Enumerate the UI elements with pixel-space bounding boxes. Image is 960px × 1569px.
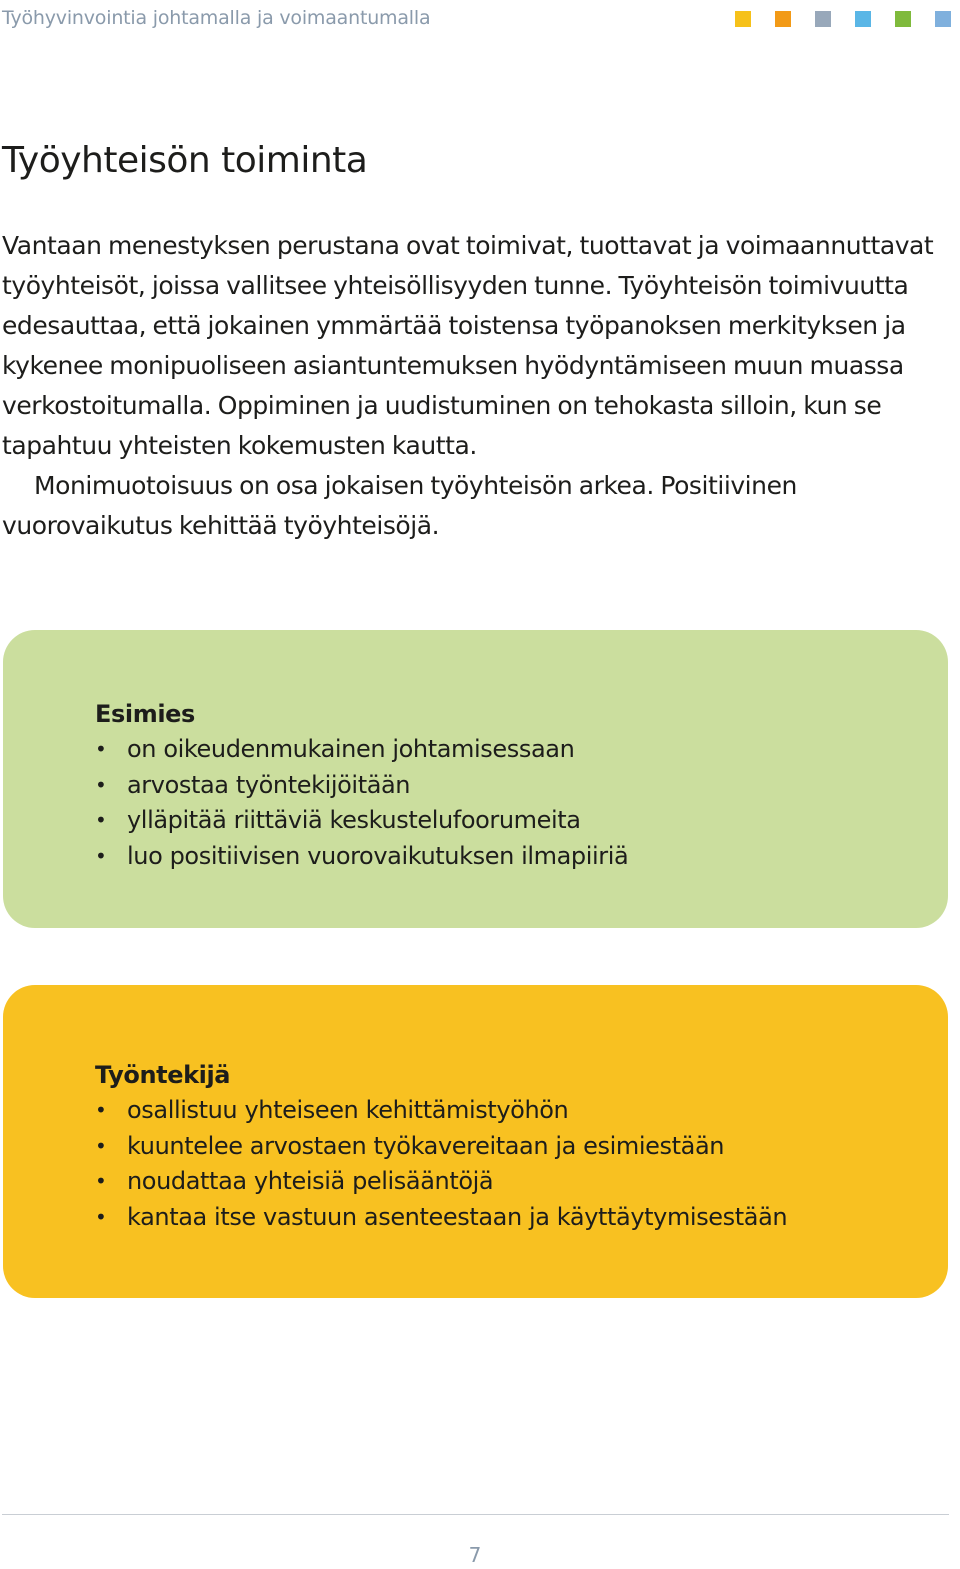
employee-box-content [95,1057,928,1235]
light-blue-square-icon [855,11,871,27]
bullet-icon: • [95,1098,107,1122]
supervisor-list [95,732,928,874]
body-text [2,226,952,546]
running-head: Työhyvinvointia johtamalla ja voimaantumalla [2,7,431,29]
supervisor-box-content [95,696,928,874]
list-item-text: luo positiivisen vuorovaikutuksen ilmapiiriä [127,841,629,870]
list-item [95,803,928,839]
bullet-icon: • [95,737,107,761]
list-item-text: ylläpitää riittäviä keskustelufoorumeita [127,806,581,834]
list-item-text: kuuntelee arvostaen työkavereitaan ja esimiestään [127,1131,725,1160]
list-item [95,1129,928,1165]
supervisor-box-title: Esimies [95,700,195,728]
list-item-text: arvostaa työntekijöitään [127,770,411,799]
list-item [95,839,928,875]
list-item [95,1093,928,1129]
employee-box-title: Työntekijä [95,1061,231,1089]
bullet-icon: • [95,1133,107,1158]
page-number: 7 [468,1543,482,1567]
list-item [95,768,928,804]
list-item [95,1200,928,1236]
list-item-text: on oikeudenmukainen johtamisessaan [127,735,575,763]
footer-divider [2,1514,949,1515]
paragraph: Monimuotoisuus on osa jokaisen työyhteisön arkea. Positiivinen vuorovaikutus kehittää työyhteisöjä. [2,471,797,540]
page-title: Työyhteisön toiminta [2,140,368,181]
supervisor-box [3,630,948,928]
color-swatches [735,11,951,27]
list-item-text: noudattaa yhteisiä pelisääntöjä [127,1167,494,1195]
paragraph: Vantaan menestyksen perustana ovat toimivat, tuottavat ja voimaannuttavat työyhteisöt, joissa vallitsee yhteisöllisyyden tunne. Työyhteisön toimivuutta edesauttaa, että jokainen ymmärtää toistensa työpanoksen merkityksen ja kykenee monipuoliseen asiantuntemuksen hyödyntämiseen muun muassa verkostoitumalla. Oppiminen ja uudistuminen on tehokasta silloin, kun se tapahtuu yhteisten kokemusten kautta. [2,231,934,460]
orange-square-icon [775,11,791,27]
bullet-icon: • [95,1204,107,1229]
employee-box [3,985,948,1298]
bullet-icon: • [95,843,107,868]
green-square-icon [895,11,911,27]
bullet-icon: • [95,772,107,797]
list-item [95,1164,928,1200]
list-item-text: osallistuu yhteiseen kehittämistyöhön [127,1096,569,1124]
list-item [95,732,928,768]
bullet-icon: • [95,808,107,832]
bullet-icon: • [95,1169,107,1193]
yellow-square-icon [735,11,751,27]
list-item-text: kantaa itse vastuun asenteestaan ja käyttäytymisestään [127,1202,788,1231]
grey-blue-square-icon [815,11,831,27]
blue-square-icon [935,11,951,27]
employee-list [95,1093,928,1235]
